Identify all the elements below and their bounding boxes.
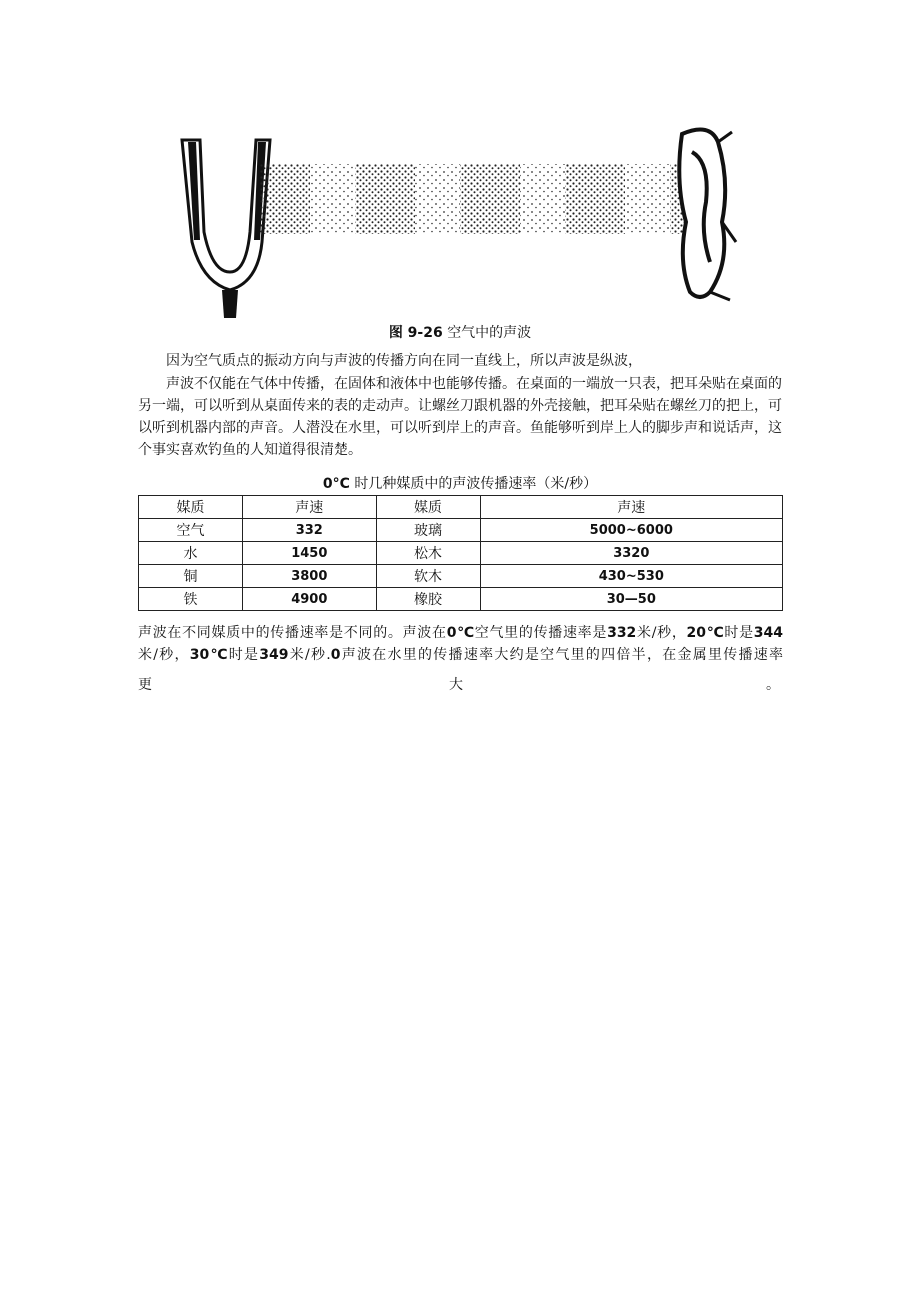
- text-run: 时是: [724, 625, 754, 641]
- text-run: 大: [449, 677, 463, 693]
- text-run: 米/秒，: [636, 625, 687, 641]
- medium-cell: 水: [139, 542, 243, 565]
- text-run: 米/秒.: [288, 647, 331, 663]
- table-row: [139, 519, 783, 542]
- medium-cell: 橡胶: [376, 588, 480, 611]
- temperature-value: 30℃: [189, 647, 229, 663]
- closing-line-2: [138, 644, 783, 666]
- speed-cell: 3800: [243, 565, 376, 588]
- speed-cell: 5000~6000: [480, 519, 782, 542]
- number-value: 0: [330, 647, 341, 663]
- speed-cell: 4900: [243, 588, 376, 611]
- medium-cell: 松木: [376, 542, 480, 565]
- speed-cell: 332: [243, 519, 376, 542]
- header-medium: 媒质: [139, 496, 243, 519]
- paragraph-speed-comparison: [138, 622, 783, 666]
- medium-cell: 铁: [139, 588, 243, 611]
- paragraph-propagation: 声波不仅能在气体中传播，在固体和液体中也能够传播。在桌面的一端放一只表，把耳朵贴在桌面的另一端，可以听到从桌面传来的表的走动声。让螺丝刀跟机器的外壳接触，把耳朵贴在螺丝刀的把上，可以听到机器内部的声音。人潜没在水里，可以听到岸上的声音。鱼能够听到岸上人的脚步声和说话声，这个事实喜欢钓鱼的人知道得很清楚。: [138, 376, 782, 458]
- speed-value: 332: [607, 625, 637, 641]
- table-row: [139, 588, 783, 611]
- header-medium: 媒质: [376, 496, 480, 519]
- ear-icon: [679, 130, 736, 301]
- text-run: 更: [138, 677, 152, 693]
- tuning-fork-icon: [182, 140, 270, 318]
- table-title: [0, 473, 920, 493]
- medium-cell: 软木: [376, 565, 480, 588]
- text-run: 声波在不同媒质中的传播速率是不同的。声波在: [138, 625, 447, 641]
- table-title-prefix: 0°C: [322, 476, 350, 492]
- text-run: 时是: [228, 647, 260, 663]
- speed-value: 344: [753, 625, 784, 641]
- figure-number: 图 9-26: [388, 325, 443, 341]
- speed-cell: 430~530: [480, 565, 782, 588]
- medium-cell: 空气: [139, 519, 243, 542]
- table-title-text: 时几种媒质中的声波传播速率（米/秒）: [354, 476, 598, 492]
- text-run: 声波在水里的传播速率大约是空气里的四倍半，在金属里传播速率: [340, 647, 784, 663]
- header-speed: 声速: [480, 496, 782, 519]
- text-run: 。: [766, 677, 780, 693]
- figure-caption-text: 空气中的声波: [447, 325, 532, 341]
- header-speed: 声速: [243, 496, 376, 519]
- paragraph-longitudinal: 因为空气质点的振动方向与声波的传播方向在同一直线上，所以声波是纵波，: [166, 353, 642, 369]
- speed-cell: 1450: [243, 542, 376, 565]
- closing-line-1: [138, 622, 783, 644]
- speed-cell: 3320: [480, 542, 782, 565]
- sound-wave-figure: [170, 122, 750, 318]
- temperature-value: 0℃: [446, 625, 475, 641]
- text-run: 米/秒，: [138, 647, 190, 663]
- text-run: 空气里的传播速率是: [474, 625, 608, 641]
- medium-cell: 玻璃: [376, 519, 480, 542]
- speed-value: 349: [259, 647, 289, 663]
- medium-cell: 铜: [139, 565, 243, 588]
- sound-speed-table: [138, 495, 783, 611]
- table-row: [139, 542, 783, 565]
- sound-wave-band: [260, 164, 690, 234]
- temperature-value: 20℃: [686, 625, 725, 641]
- figure-caption: [0, 322, 920, 342]
- speed-cell: 30—50: [480, 588, 782, 611]
- table-row: [139, 565, 783, 588]
- table-header-row: [139, 496, 783, 519]
